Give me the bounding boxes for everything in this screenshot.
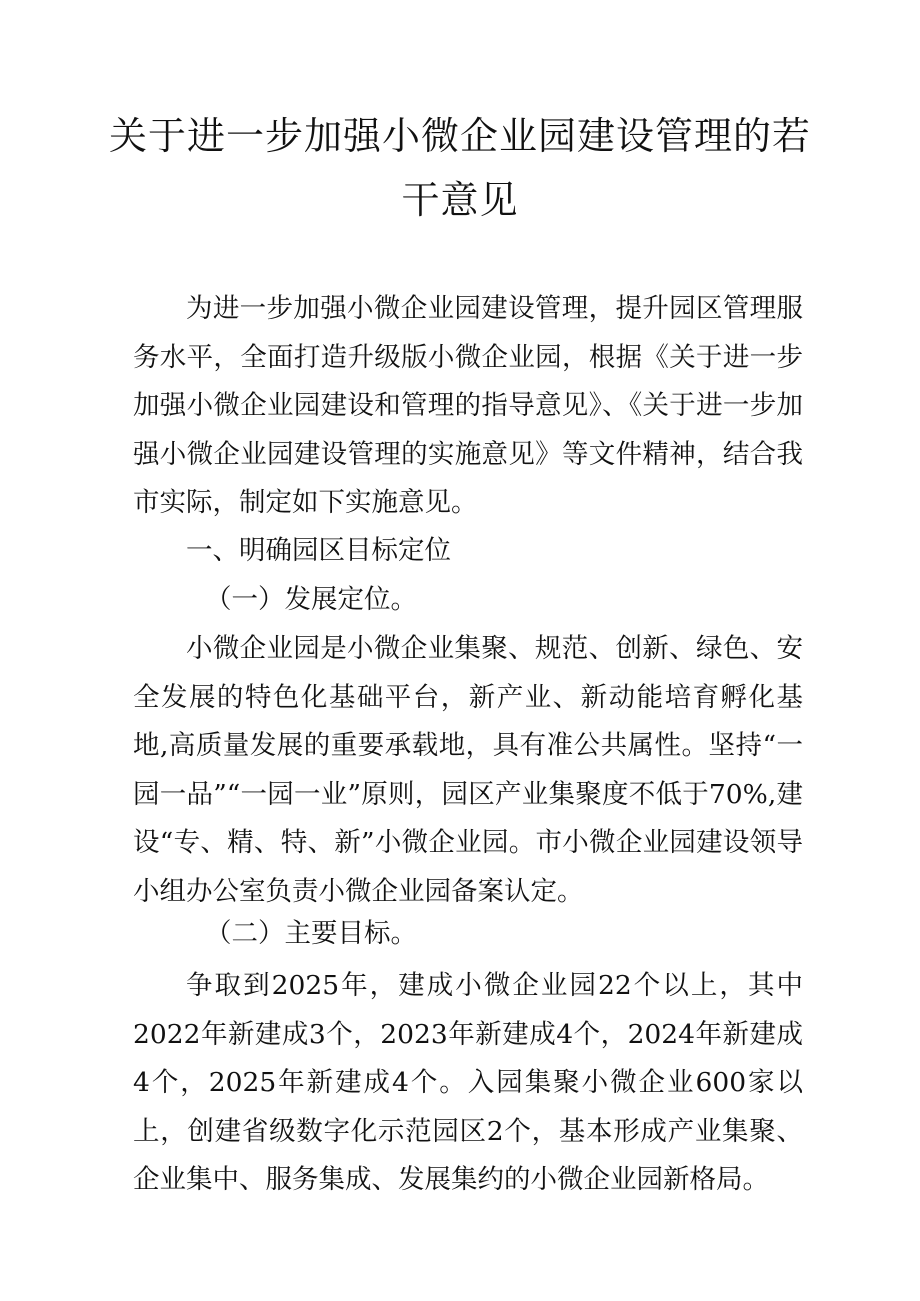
- subsection-1-heading: （一）发展定位。: [205, 584, 417, 615]
- subsection-2-paragraph: 争取到2025年，建成小微企业园22个以上，其中2022年新建成3个，2023年新建成4个，2024年新建成4个，2025年新建成4个。入园集聚小微企业600家以上，创建省级数字化示范园区2个，基本形成产业集聚、企业集中、服务集成、发展集约的小微企业园新格局。: [133, 970, 803, 1195]
- document-title-line-2: 干意见: [401, 178, 519, 222]
- section-1-heading: 一、明确园区目标定位: [186, 535, 451, 566]
- subsection-1-paragraph: 小微企业园是小微企业集聚、规范、创新、绿色、安全发展的特色化基础平台，新产业、新动能培育孵化基地,高质量发展的重要承载地，具有准公共属性。坚持“一园一品”“一园一业”原则，园区产业集聚度不低于70%,建设“专、精、特、新”小微企业园。市小微企业园建设领导小组办公室负责小微企业园备案认定。: [133, 633, 803, 907]
- subsection-2-heading: （二）主要目标。: [205, 918, 417, 949]
- document-title-line-1: 关于进一步加强小微企业园建设管理的若: [108, 114, 811, 158]
- intro-paragraph: 为进一步加强小微企业园建设管理，提升园区管理服务水平，全面打造升级版小微企业园，根据《关于进一步加强小微企业园建设和管理的指导意见》、《关于进一步加强小微企业园建设管理的实施意见》等文件精神，结合我市实际，制定如下实施意见。: [133, 293, 803, 518]
